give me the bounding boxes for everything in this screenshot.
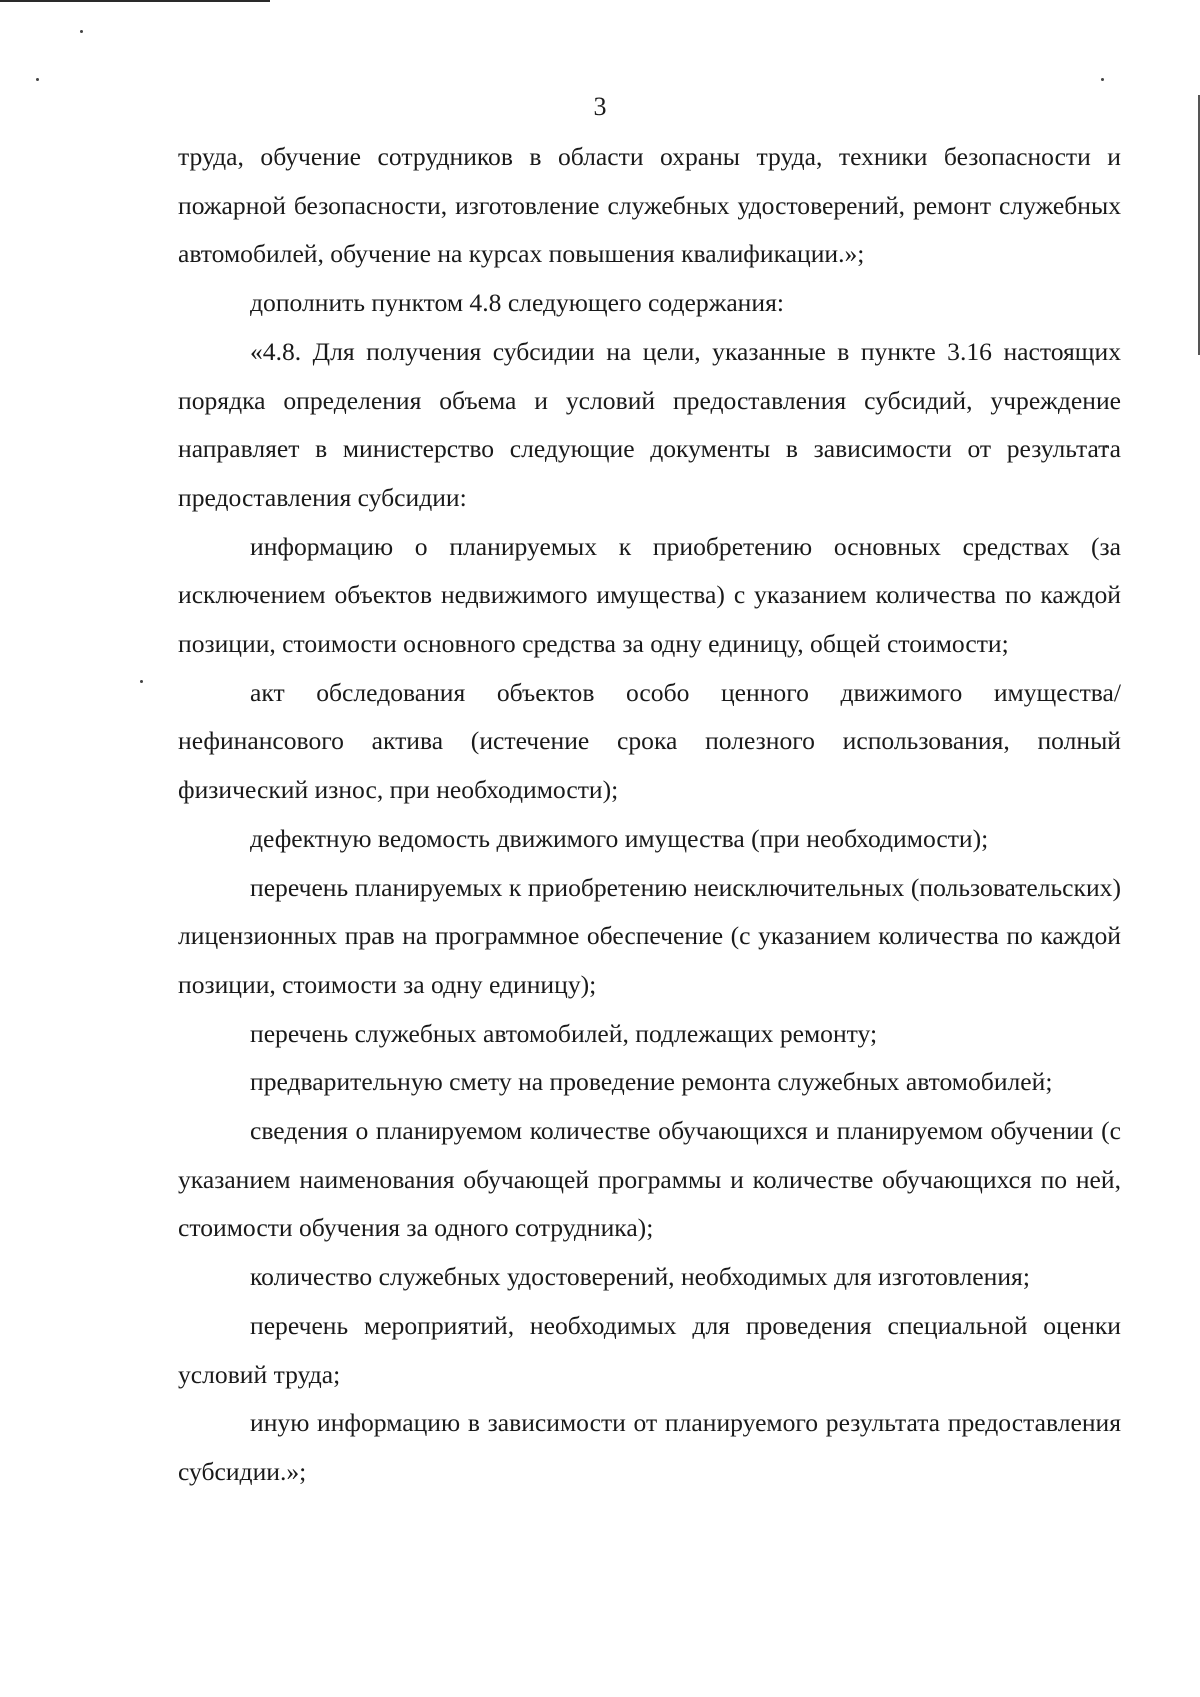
paragraph: иную информацию в зависимости от планируемого результата предоставления субсидии.»; <box>178 1408 1121 1486</box>
scan-speck <box>36 78 39 81</box>
paragraph: сведения о планируемом количестве обучающихся и планируемом обучении (с указанием наименования обучающей программы и количестве обучающихся по ней, стоимости обучения за одного сотрудника); <box>178 1116 1121 1243</box>
paragraph: «4.8. Для получения субсидии на цели, указанные в пункте 3.16 настоящих порядка определения объема и условий предоставления субсидий, учреждение направляет в министерство следующие документы в зависимости от результата предоставления субсидии: <box>178 336 1121 512</box>
paragraph: перечень планируемых к приобретению неисключительных (пользовательских) лицензионных прав на программное обеспечение (с указанием количества по каждой позиции, стоимости за одну единицу); <box>178 872 1121 999</box>
paragraph: предварительную смету на проведение ремонта служебных автомобилей; <box>250 1067 1053 1097</box>
paragraph: акт обследования объектов особо ценного движимого имущества/нефинансового актива (истечение срока полезного использования, полный физический износ, при необходимости); <box>178 677 1121 805</box>
paragraph: дефектную ведомость движимого имущества (при необходимости); <box>250 823 989 853</box>
page-number: 3 <box>593 92 607 121</box>
paragraph: количество служебных удостоверений, необходимых для изготовления; <box>250 1262 1030 1292</box>
document-body <box>178 133 1121 1497</box>
paragraph: дополнить пунктом 4.8 следующего содержания: <box>250 288 784 318</box>
paragraph: перечень служебных автомобилей, подлежащих ремонту; <box>250 1018 878 1048</box>
paragraph: перечень мероприятий, необходимых для проведения специальной оценки условий труда; <box>178 1310 1121 1389</box>
scan-speck <box>1101 78 1104 81</box>
paragraph: труда, обучение сотрудников в области охраны труда, техники безопасности и пожарной безопасности, изготовление служебных удостоверений, ремонт служебных автомобилей, обучение на курсах повышения квалификации.»; <box>178 142 1121 269</box>
paragraph: информацию о планируемых к приобретению основных средствах (за исключением объектов недвижимого имущества) с указанием количества по каждой позиции, стоимости основного средства за одну единицу, общей стоимости; <box>178 531 1121 659</box>
scan-speck <box>80 30 83 33</box>
scan-edge-line-top <box>0 0 270 2</box>
scan-speck <box>140 680 143 683</box>
